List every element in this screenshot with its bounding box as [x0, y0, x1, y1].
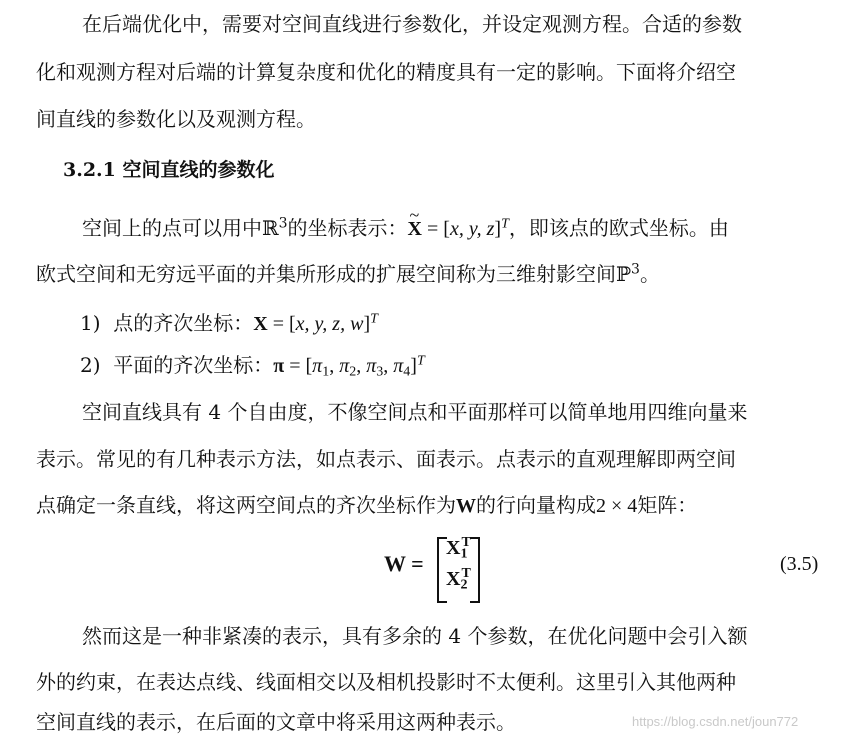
pi-4-sub: 4	[403, 364, 411, 380]
list-label: 平面的齐次坐标：	[113, 353, 274, 377]
equation-row-2: $X_2^T$	[446, 566, 471, 593]
para1-line2: 化和观测方程对后端的计算复杂度和优化的精度具有一定的影响。下面将介绍空	[36, 60, 736, 84]
para3-line2: 表示。常见的有几种表示方法，如点表示、面表示。点表示的直观理解即两空间	[36, 447, 736, 471]
list-label: 点的齐次坐标：	[113, 311, 254, 335]
pi-2: π	[339, 355, 350, 377]
pi-1-sub: 1	[322, 364, 330, 380]
list-close: ]	[410, 355, 417, 377]
pi-4: π	[393, 355, 404, 377]
w-symbol: W	[456, 495, 476, 517]
section-title: 空间直线的参数化	[122, 159, 275, 181]
pi-3-sub: 3	[376, 364, 384, 380]
para2-line2-text-b: 。	[639, 262, 660, 286]
para2-text-b: 的坐标表示：	[287, 216, 408, 240]
list-eq: = [	[267, 313, 296, 335]
para2-line2-text-a: 欧式空间和无穷远平面的并集所形成的扩展空间称为三维射影空间	[36, 262, 616, 286]
para4-line1: 然而这是一种非紧凑的表示，具有多余的 4 个参数，在优化问题中会引入额	[82, 624, 748, 648]
x-tilde-symbol: ~ X	[408, 213, 422, 245]
real-space-exp: 3	[278, 215, 288, 232]
watermark: https://blog.csdn.net/joun772	[632, 714, 799, 729]
projective-space-exp: 3	[631, 261, 640, 278]
para2-line2	[36, 258, 660, 291]
list-number: 2)	[80, 353, 101, 377]
para3-line3	[36, 489, 697, 522]
list-eq: = [	[284, 355, 313, 377]
para4-line2: 外的约束，在表达点线、线面相交以及相机投影时不太便利。这里引入其他两种	[36, 670, 736, 694]
para2-vars: x, y, z	[449, 218, 495, 240]
para4-line3: 空间直线的表示，在后面的文章中将采用这两种表示。	[36, 710, 516, 734]
list-item	[80, 307, 378, 340]
list-item: 2) 平面的齐次坐标：$\pi = [\pi_1$, $\pi_2$, $\pi_3$, $\pi_4]^T$	[80, 353, 425, 380]
para3-line1: 空间直线具有 4 个自由度，不像空间点和平面那样可以简单地用四维向量来	[82, 400, 748, 424]
matrix-dim: 2 × 4	[596, 495, 638, 517]
right-bracket	[470, 537, 480, 603]
para2-line1	[82, 212, 729, 245]
section-number: 3.2.1	[63, 159, 116, 181]
list-number: 1)	[80, 311, 101, 335]
para3-text-c: 矩阵：	[637, 493, 698, 517]
para1-line1: 在后端优化中，需要对空间直线进行参数化，并设定观测方程。合适的参数	[82, 12, 742, 36]
list-close: ]	[363, 313, 371, 335]
point-symbol: X	[253, 313, 268, 335]
para3-text-a: 点确定一条直线，将这两空间点的齐次坐标作为	[36, 493, 456, 517]
equation-row-1: $X_1^T$	[446, 535, 471, 562]
plane-symbol: π	[273, 355, 285, 377]
para2-transpose: T	[501, 216, 509, 232]
para2-text-a: 空间上的点可以用中	[82, 216, 262, 240]
para3-text-b: 的行向量构成	[476, 493, 596, 517]
list-transpose: T	[416, 353, 425, 369]
projective-space-symbol: ℙ	[616, 264, 632, 286]
para1-line3: 间直线的参数化以及观测方程。	[36, 107, 316, 131]
pi-2-sub: 2	[349, 364, 357, 380]
equation	[0, 535, 859, 603]
pi-3: π	[366, 355, 377, 377]
list-transpose: T	[370, 311, 378, 327]
para2-text-c: ，即该点的欧式坐标。由	[508, 216, 729, 240]
list-vars: x, y, z, w	[295, 313, 364, 335]
para2-close: ]	[494, 218, 502, 240]
equation-lhs: W =	[384, 551, 424, 576]
section-heading	[63, 154, 275, 186]
real-space-symbol: ℝ	[262, 218, 279, 240]
pi-1: π	[312, 355, 323, 377]
equation-number: (3.5)	[780, 553, 819, 575]
para2-eq: = [	[422, 218, 450, 240]
